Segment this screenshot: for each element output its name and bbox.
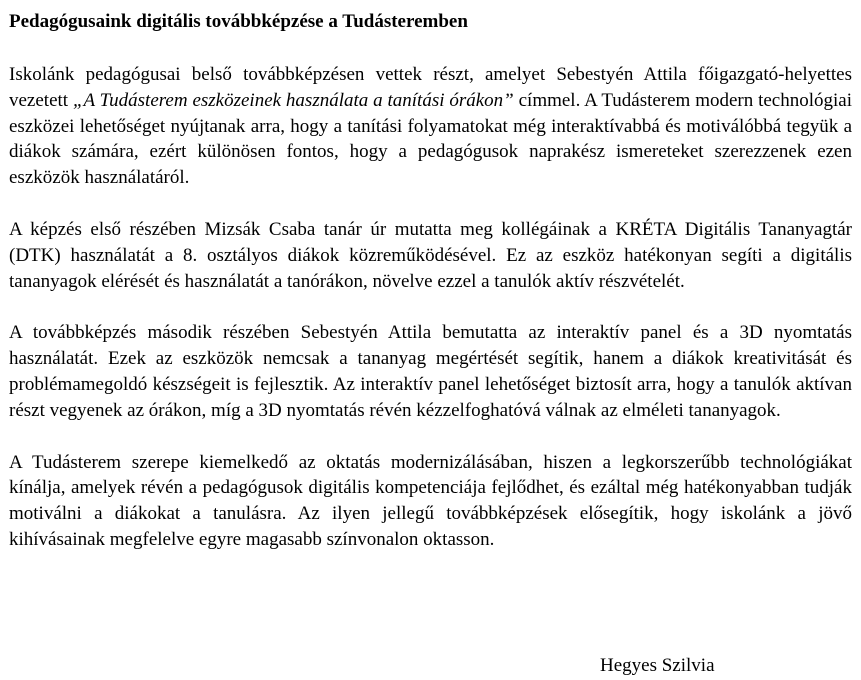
paragraph-first-part: A képzés első részében Mizsák Csaba tanár úr mutatta meg kollégáinak a KRÉTA Digitális Tananyagtár (DTK) használatát a 8. osztályos diákok közreműködésével. Ez az eszköz hatékonyan segíti a digitális tananyagok elérését és használatát a tanórákon, növelve ezzel a tanulók aktív részvételét. [9, 218, 852, 292]
paragraph-conclusion: A Tudásterem szerepe kiemelkedő az oktatás modernizálásában, hiszen a legkorszerűbb technológiákat kínálja, amelyek révén a pedagógusok digitális kompetenciája fejlődhet, és ezáltal még hatékonyabban tudják motiválni a diákokat a tanulásra. Az ilyen jellegű továbbképzések elősegítik, hogy iskolánk a jövő kihívásainak megfelelve egyre magasabb színvonalon oktasson. [9, 451, 852, 550]
page-title: Pedagógusaink digitális továbbképzése a Tudásteremben [9, 11, 468, 32]
paragraph-second-part: A továbbképzés második részében Sebestyén Attila bemutatta az interaktív panel és a 3D nyomtatás használatát. Ezek az eszközök nemcsak a tananyag megértését segítik, hanem a diákok kreativitását és problémamegoldó készségeit is fejlesztik. Az interaktív panel lehetőséget biztosít arra, hogy a tanulók aktívan részt vegyenek az órákon, míg a 3D nyomtatás révén kézzelfoghatóvá válnak az elméleti tananyagok. [9, 322, 852, 421]
paragraph-intro-text-start: Iskolánk pedagógusai belső továbbképzésen vettek részt, amelyet Sebestyén Attila főigazgató-helyettes vezetett [9, 64, 852, 111]
paragraph-intro [9, 62, 852, 191]
training-title-quote: „A Tudásterem eszközeinek használata a tanítási órákon” [72, 89, 514, 111]
author-signature: Hegyes Szilvia [600, 655, 715, 676]
document-body [9, 10, 852, 579]
paragraph-intro-text-end: címmel. A Tudásterem modern technológiai eszközei lehetőséget nyújtanak arra, hogy a tanítási folyamatokat még interaktívabbá és motiválóbbá tegyük a diákok számára, ezért különösen fontos, hogy a pedagógusok naprakész ismereteket szerezzenek ezen eszközök használatáról. [9, 89, 853, 189]
